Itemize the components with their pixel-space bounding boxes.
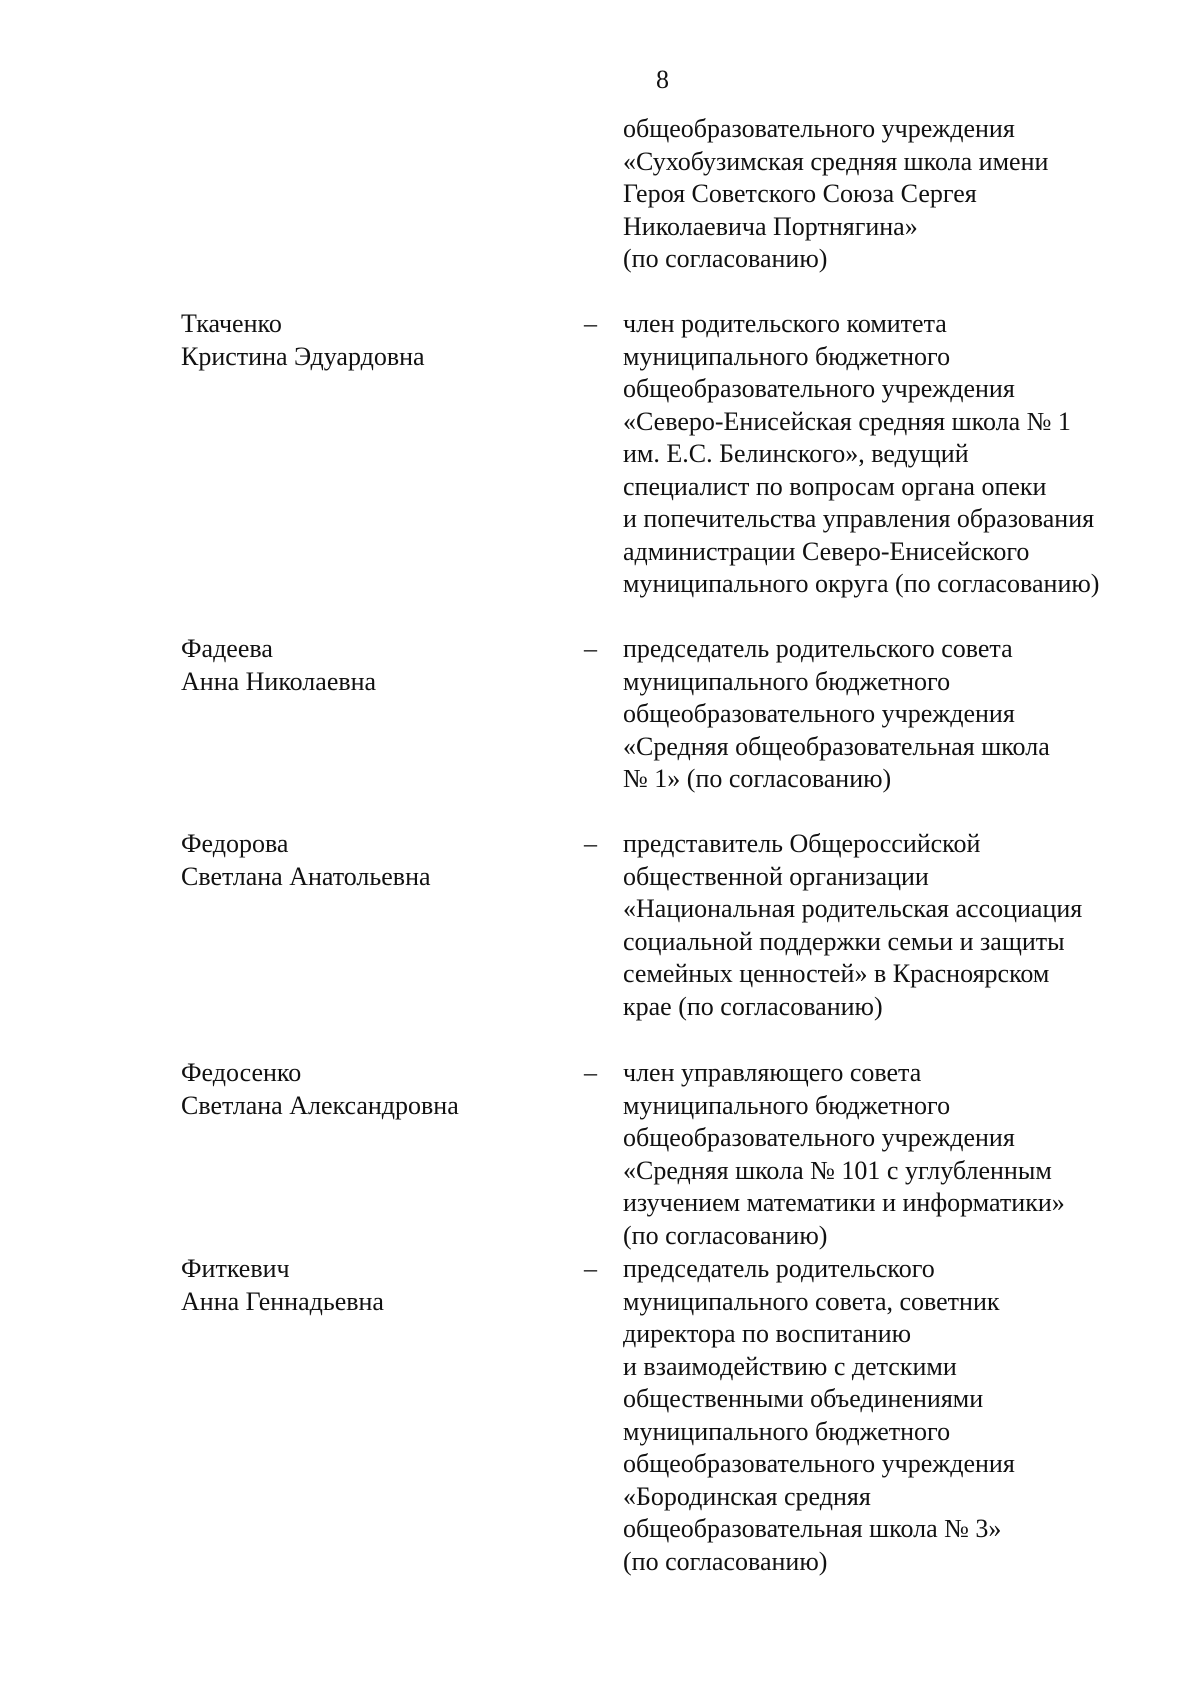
description-line: член родительского комитета [623,309,947,338]
separator-dash: – [584,634,597,663]
description-line: общеобразовательная школа № 3» [623,1514,1002,1543]
member-name [181,1057,581,1122]
member-given-names: Светлана Александровна [181,1090,459,1120]
description-line: «Бородинская средняя [623,1481,871,1511]
description-line: общеобразовательного учреждения [623,1449,1015,1478]
member-given-names: Анна Николаевна [181,666,377,696]
member-description [623,1253,1183,1578]
member-description [623,828,1183,1023]
description-line: Николаевича Портнягина» [623,211,918,241]
member-given-names: Светлана Анатольевна [181,861,431,891]
description-line: общеобразовательного учреждения [623,114,1015,143]
description-line: член управляющего совета [623,1058,922,1087]
description-line: представитель Общероссийской [623,829,981,858]
description-line: муниципального бюджетного [623,1416,951,1446]
description-line: муниципального бюджетного [623,666,951,696]
page-number: 8 [656,65,669,94]
description-line: специалист по вопросам органа опеки [623,471,1047,501]
member-surname: Федорова [181,829,289,858]
description-line: «Национальная родительская ассоциация [623,894,1083,923]
description-line: общеобразовательного учреждения [623,699,1015,728]
description-line: и взаимодействию с детскими [623,1351,957,1381]
description-line: № 1» (по согласованию) [623,764,892,793]
description-line: «Северо-Енисейская средняя школа № 1 [623,406,1071,436]
member-given-names: Анна Геннадьевна [181,1286,384,1316]
description-line: муниципального совета, советник [623,1286,1000,1316]
member-name [181,828,581,893]
description-line: (по согласованию) [623,1546,828,1576]
member-name [181,1253,581,1318]
description-line: «Средняя школа № 101 с углубленным [623,1155,1052,1185]
separator-dash: – [584,1254,597,1283]
description-line: Героя Советского Союза Сергея [623,179,977,208]
description-line: «Средняя общеобразовательная школа [623,731,1050,761]
description-line: социальной поддержки семьи и защиты [623,926,1065,956]
member-surname: Фиткевич [181,1254,290,1283]
member-description [623,1057,1183,1252]
description-line: общественной организации [623,861,929,891]
member-surname: Федосенко [181,1058,302,1087]
description-line: администрации Северо-Енисейского [623,536,1030,566]
description-line: муниципального бюджетного [623,341,951,371]
description-line: муниципального округа (по согласованию) [623,569,1100,598]
continuation-description [623,113,1183,276]
description-line: председатель родительского [623,1254,935,1283]
description-line: директора по воспитанию [623,1319,912,1348]
description-line: общественными объединениями [623,1384,984,1413]
member-description [623,308,1183,601]
description-line: семейных ценностей» в Красноярском [623,959,1050,988]
description-line: муниципального бюджетного [623,1090,951,1120]
member-surname: Ткаченко [181,309,282,338]
description-line: (по согласованию) [623,244,828,273]
separator-dash: – [584,1058,597,1087]
description-line: и попечительства управления образования [623,504,1095,533]
member-description [623,633,1183,796]
description-line: им. Е.С. Белинского», ведущий [623,439,969,468]
description-line: председатель родительского совета [623,634,1013,663]
separator-dash: – [584,309,597,338]
description-line: «Сухобузимская средняя школа имени [623,146,1049,176]
description-line: общеобразовательного учреждения [623,1123,1015,1152]
member-name [181,633,581,698]
member-surname: Фадеева [181,634,273,663]
member-name [181,308,581,373]
member-given-names: Кристина Эдуардовна [181,341,425,371]
description-line: крае (по согласованию) [623,991,883,1021]
description-line: изучением математики и информатики» [623,1188,1065,1217]
separator-dash: – [584,829,597,858]
description-line: общеобразовательного учреждения [623,374,1015,403]
description-line: (по согласованию) [623,1220,828,1250]
